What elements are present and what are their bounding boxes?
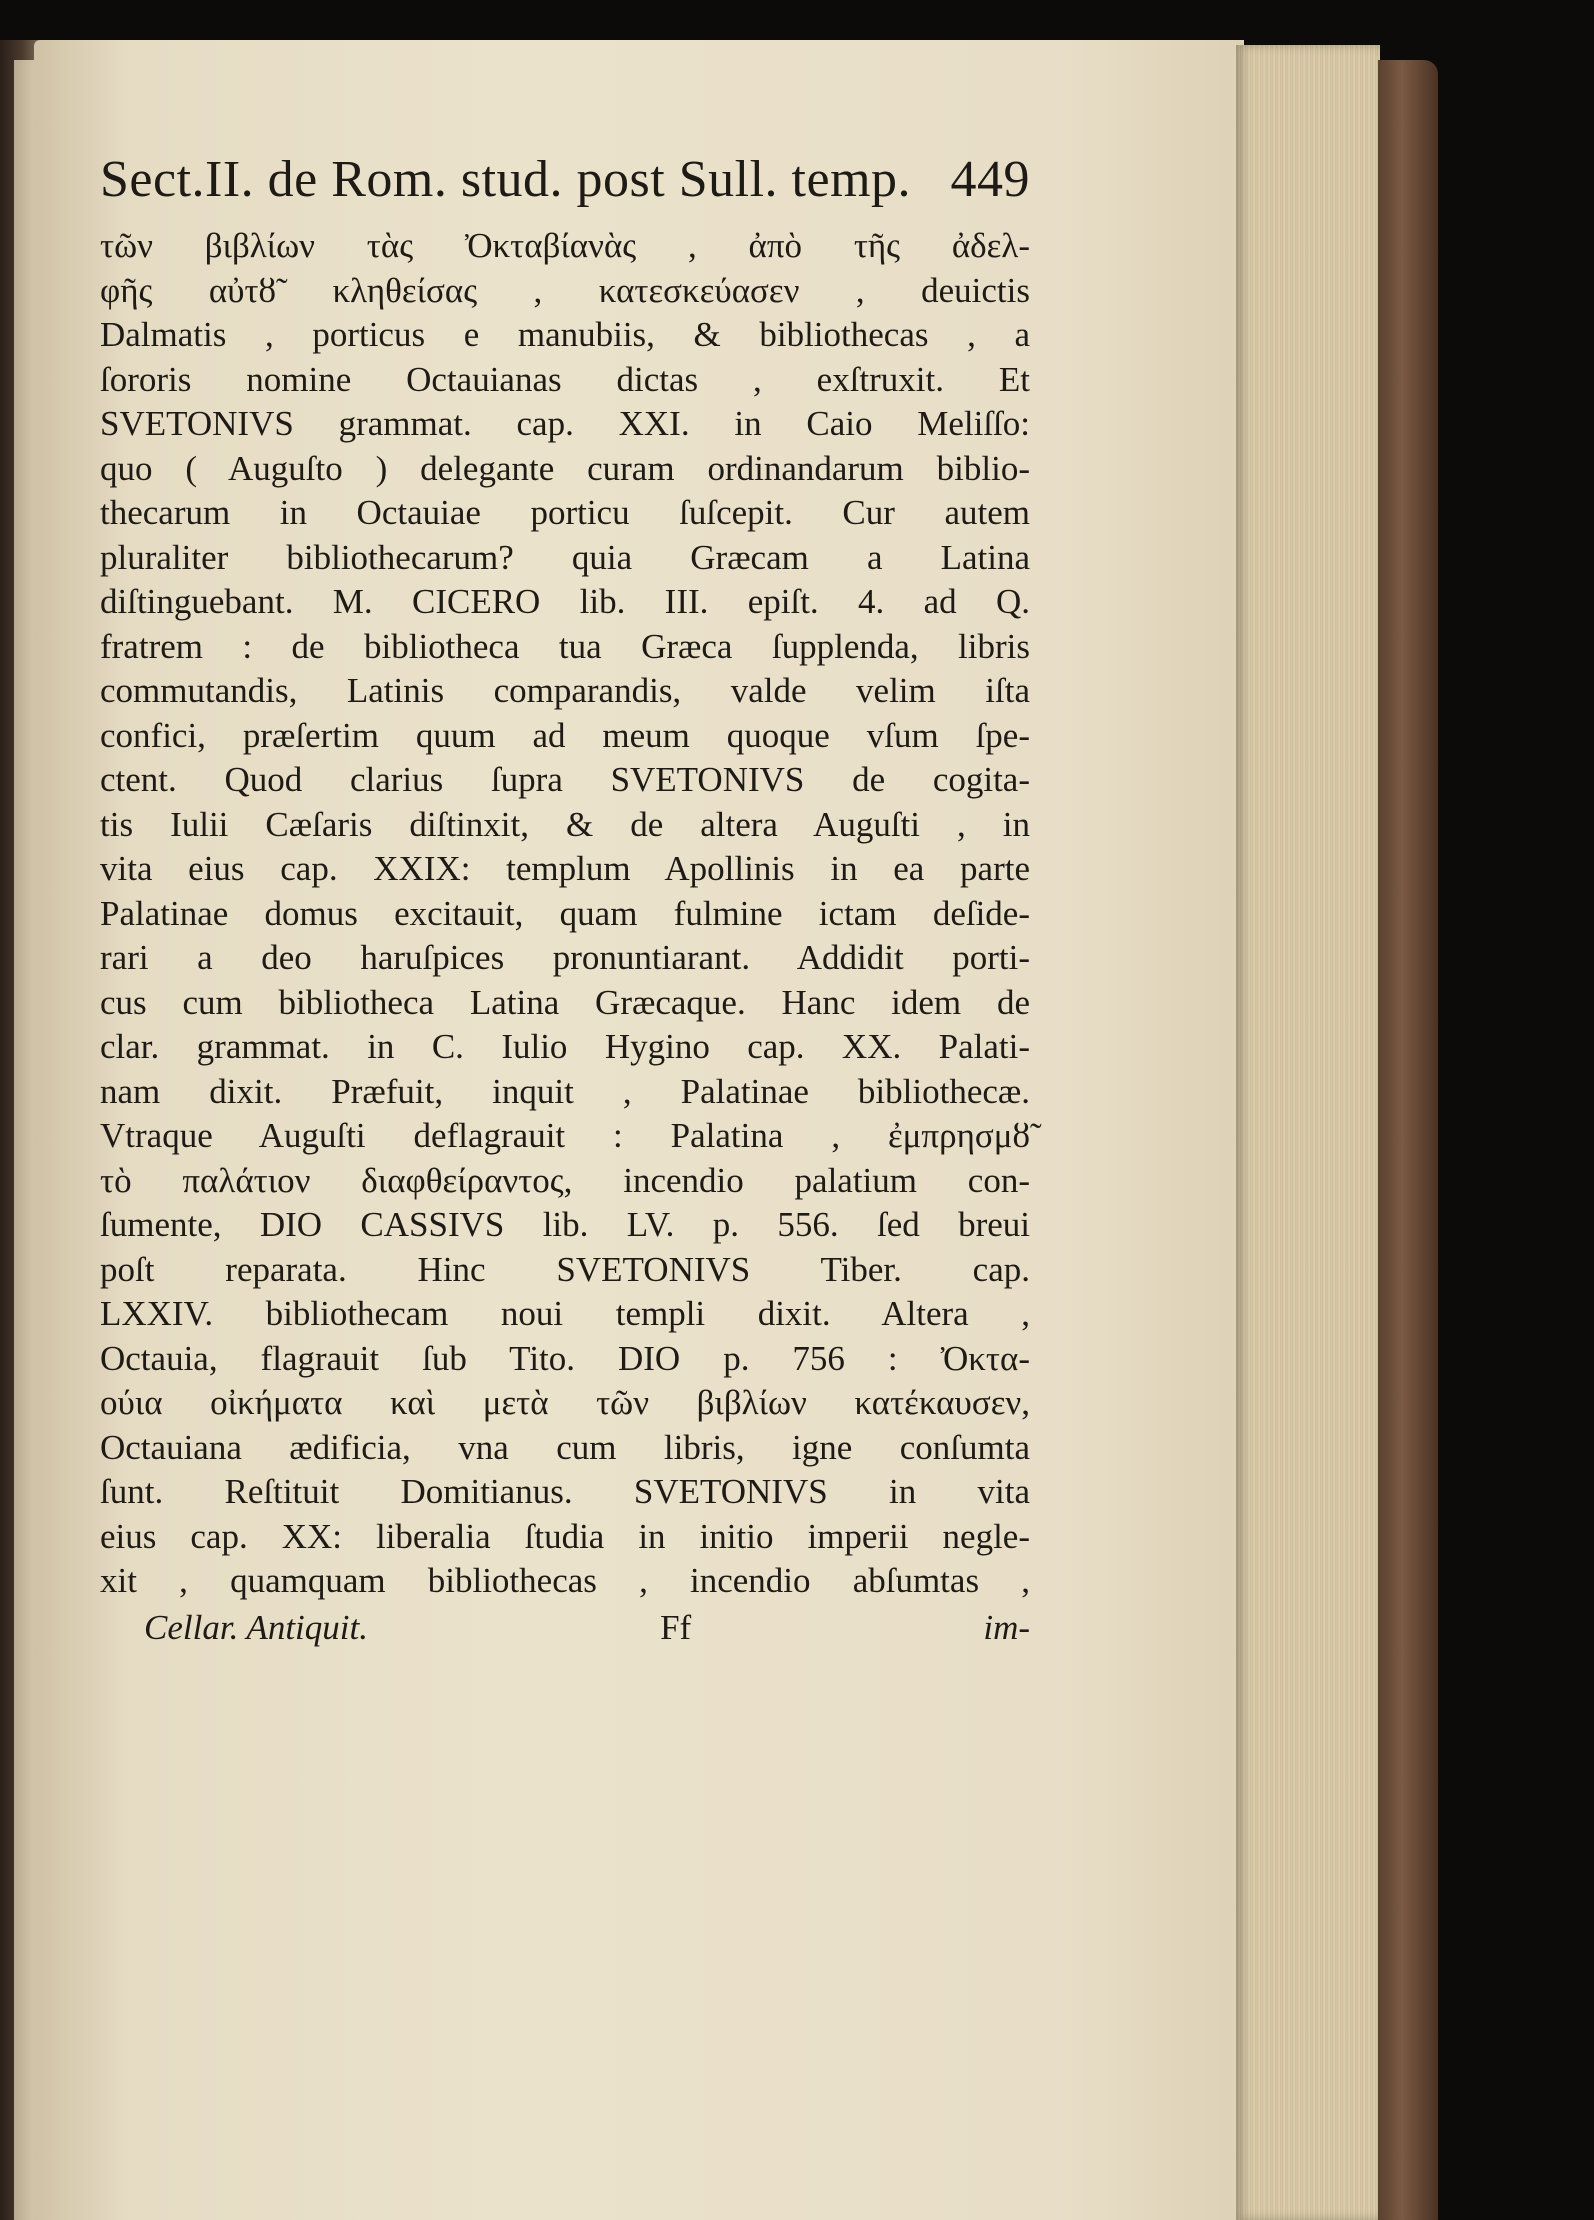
text-line: quo ( Auguſto ) delegante curam ordinandarum biblio- [100,448,1030,488]
text-line: nam dixit. Præfuit, inquit , Palatinae bibliothecæ. [100,1071,1030,1111]
text-line: poſt reparata. Hinc SVETONIVS Tiber. cap. [100,1249,1030,1289]
text-line: vita eius cap. XXIX: templum Apollinis in ea parte [100,849,1030,888]
text-line: xit , quamquam bibliothecas , incendio abſumtas , [100,1561,1030,1600]
text-line: pluraliter bibliothecarum? quia Græcam a Latina [100,537,1030,577]
text-line: tis Iulii Cæſaris diſtinxit, & de altera Auguſti , in [100,804,1030,844]
text-line: confici, præſertim quum ad meum quoque vſum ſpe- [100,715,1030,755]
text-line: Vtraque Auguſti deflagrauit : Palatina , ἐμπρησμȣ̃ [100,1116,1030,1155]
text-line: rari a deo haruſpices pronuntiarant. Addidit porti- [100,938,1030,977]
page-fore-edge [1236,45,1380,2220]
text-line: ſororis nomine Octauianas dictas , exſtruxit. Et [100,359,1030,399]
signature-mark: Ff [660,1607,692,1647]
signature-left: Cellar. Antiquit. [144,1607,368,1647]
page-text [100,150,1030,1648]
text-line: thecarum in Octauiae porticu ſuſcepit. Cur autem [100,493,1030,532]
text-line: commutandis, Latinis comparandis, valde velim iſta [100,671,1030,710]
text-line: diſtinguebant. M. CICERO lib. III. epiſt. 4. ad Q. [100,582,1030,621]
catchword: im- [983,1607,1030,1647]
page-number: 449 [950,151,1030,208]
text-line: τὸ παλάτιον διαφθείραντος, incendio palatium con- [100,1160,1030,1200]
running-header [100,150,1030,220]
text-line: φῆς αὐτȣ̃ κληθείσας , κατεσκεύασεν , deuictis [100,270,1030,310]
text-line: Octauiana ædificia, vna cum libris, igne conſumta [100,1427,1030,1467]
text-line: Dalmatis , porticus e manubiis, & bibliothecas , a [100,315,1030,354]
text-line: cus cum bibliotheca Latina Græcaque. Hanc idem de [100,982,1030,1022]
text-line: Octauia, flagrauit ſub Tito. DIO p. 756 : Ὀκτα- [100,1338,1030,1378]
text-line: fratrem : de bibliotheca tua Græca ſupplenda, libris [100,626,1030,666]
text-line: SVETONIVS grammat. cap. XXI. in Caio Meliſſo: [100,404,1030,443]
text-line: Palatinae domus excitauit, quam fulmine ictam deſide- [100,893,1030,933]
page-footer [100,1608,1030,1648]
text-line: LXXIV. bibliothecam noui templi dixit. Altera , [100,1294,1030,1333]
body-text [100,224,1030,1604]
book-cover-edge [1378,60,1438,2220]
text-line: ſunt. Reſtituit Domitianus. SVETONIVS in vita [100,1472,1030,1511]
text-line: eius cap. XX: liberalia ſtudia in initio imperii negle- [100,1516,1030,1556]
text-line: ſumente, DIO CASSIVS lib. LV. p. 556. ſed breui [100,1205,1030,1244]
text-line: ctent. Quod clarius ſupra SVETONIVS de cogita- [100,760,1030,799]
running-title: Sect.II. de Rom. stud. post Sull. temp. [100,151,912,208]
text-line: clar. grammat. in C. Iulio Hygino cap. XX. Palati- [100,1027,1030,1066]
text-line: τῶν βιβλίων τὰς Ὀκταβίανὰς , ἀπὸ τῆς ἀδελ- [100,226,1030,265]
text-line: ούια οἰκήματα καὶ μετὰ τῶν βιβλίων κατέκαυσεν, [100,1383,1030,1422]
